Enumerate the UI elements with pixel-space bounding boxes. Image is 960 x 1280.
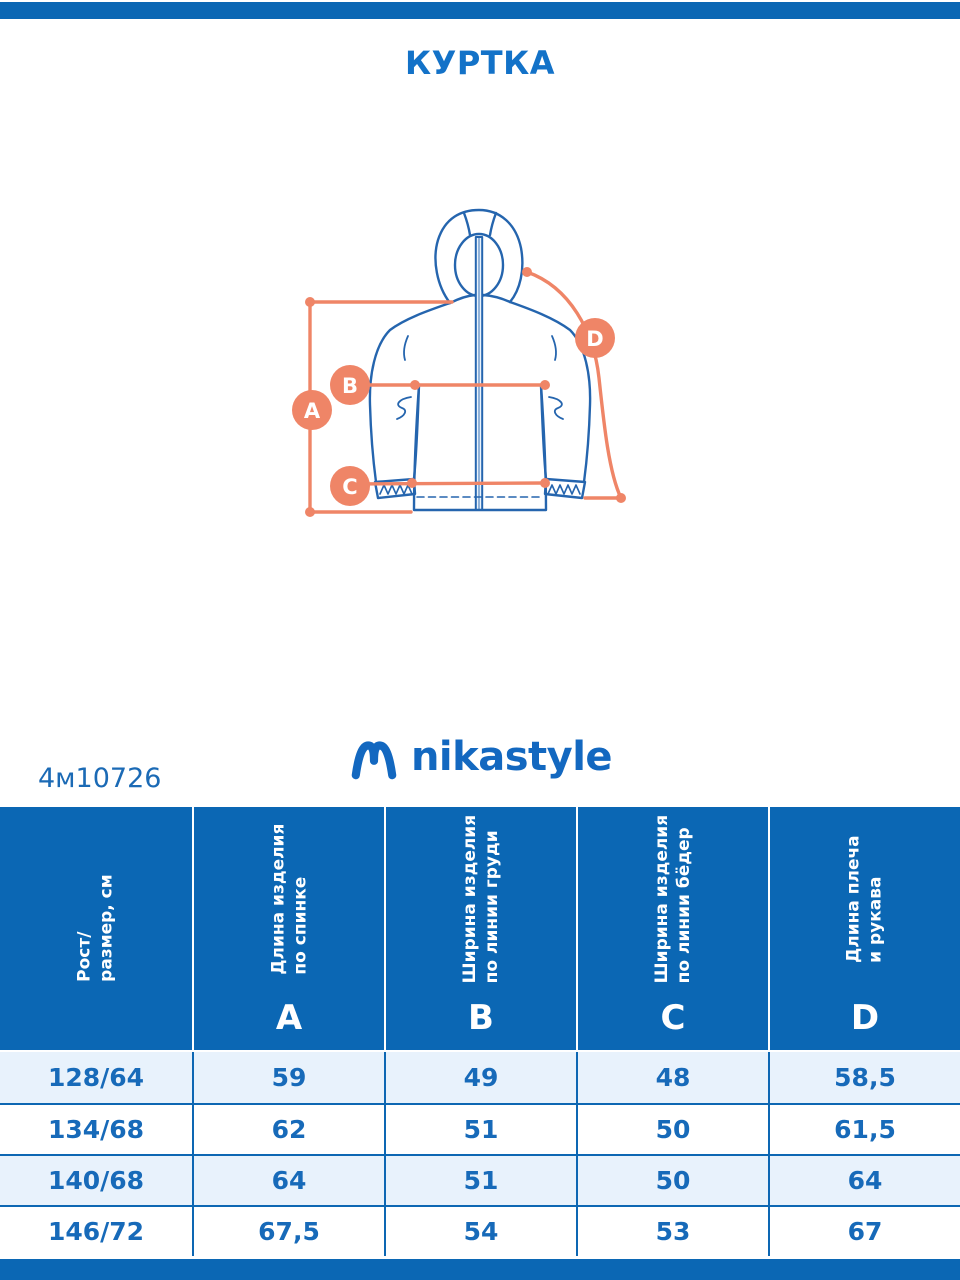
value-cell: 61,5 — [768, 1105, 960, 1154]
size-table — [0, 807, 960, 1256]
table-row — [0, 1205, 960, 1256]
value-cell: 51 — [384, 1105, 576, 1154]
header-line: Рост/ — [74, 931, 95, 983]
value-cell: 48 — [576, 1052, 768, 1103]
header-letter: A — [275, 998, 303, 1038]
value-cell: 67 — [768, 1207, 960, 1256]
column-header-b — [384, 807, 576, 1050]
column-header-a — [192, 807, 384, 1050]
diagram-label-a: A — [303, 399, 321, 423]
value-cell: 67,5 — [192, 1207, 384, 1256]
value-cell: 49 — [384, 1052, 576, 1103]
header-letter: C — [660, 998, 686, 1038]
column-header-size — [0, 807, 192, 1050]
table-row — [0, 1052, 960, 1103]
value-cell: 54 — [384, 1207, 576, 1256]
size-table-body — [0, 1052, 960, 1256]
size-cell: 140/68 — [47, 1166, 145, 1195]
value-cell: 53 — [576, 1207, 768, 1256]
header-line: по спинке — [290, 877, 310, 975]
header-line: Ширина изделия — [459, 815, 480, 984]
brand-name: nikastyle — [410, 734, 613, 780]
page-title: КУРТКА — [404, 44, 556, 82]
article-number: 4м10726 — [38, 763, 162, 794]
size-cell: 134/68 — [47, 1115, 145, 1144]
header-line: по линии груди — [482, 830, 502, 984]
header-line: и рукава — [865, 876, 886, 964]
header-line: Ширина изделия — [651, 815, 672, 984]
nikastyle-wave-icon — [348, 734, 400, 780]
header-line: Длина плеча — [843, 835, 864, 964]
jacket-outline-icon — [370, 210, 590, 510]
size-cell: 146/72 — [47, 1217, 145, 1246]
header-line: по линии бёдер — [674, 827, 694, 984]
size-table-header — [0, 807, 960, 1052]
top-accent-bar — [0, 2, 960, 19]
value-cell: 59 — [192, 1052, 384, 1103]
value-cell: 58,5 — [768, 1052, 960, 1103]
diagram-label-b: B — [341, 374, 359, 398]
header-line: Длина изделия — [267, 824, 288, 975]
value-cell: 64 — [768, 1156, 960, 1205]
value-cell: 51 — [384, 1156, 576, 1205]
value-cell: 50 — [576, 1156, 768, 1205]
diagram-label-d: D — [586, 327, 604, 351]
header-letter: D — [850, 998, 880, 1038]
header-line: размер, см — [97, 874, 117, 983]
diagram-label-c: C — [342, 475, 358, 499]
column-header-c — [576, 807, 768, 1050]
bottom-accent-bar — [0, 1259, 960, 1280]
size-cell: 128/64 — [47, 1063, 145, 1092]
header-letter: B — [468, 998, 494, 1038]
table-row — [0, 1103, 960, 1154]
table-row — [0, 1154, 960, 1205]
jacket-measurement-diagram — [278, 190, 682, 545]
value-cell: 50 — [576, 1105, 768, 1154]
column-header-d — [768, 807, 960, 1050]
value-cell: 62 — [192, 1105, 384, 1154]
value-cell: 64 — [192, 1156, 384, 1205]
brand-logo — [0, 726, 960, 788]
